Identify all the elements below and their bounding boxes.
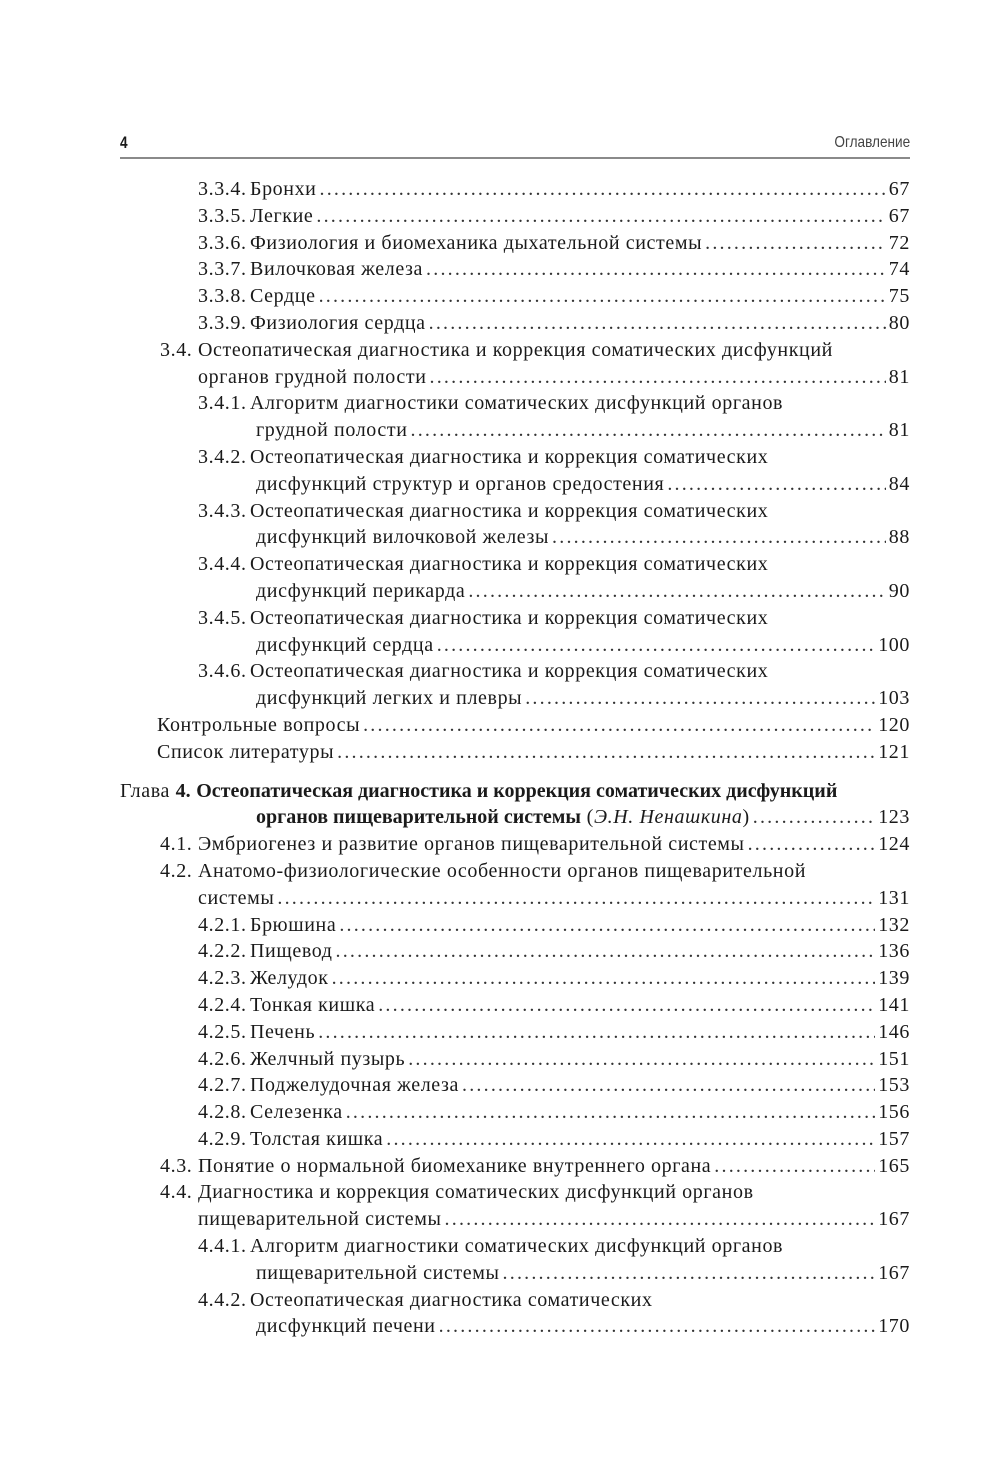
entry-number: 4.2.3. <box>198 967 247 990</box>
toc-entry[interactable] <box>120 203 910 230</box>
toc-text <box>198 912 336 939</box>
chapter-prefix: Глава <box>120 779 170 802</box>
dot-leader <box>319 283 886 310</box>
page-number: 75 <box>888 285 910 308</box>
entry-title: Поджелудочная железа <box>250 1074 460 1097</box>
toc-line <box>120 1072 910 1099</box>
entry-number: 3.4. <box>160 338 193 361</box>
entry-number: 4.4.1. <box>198 1235 247 1258</box>
toc-text <box>198 498 768 525</box>
toc-entry[interactable] <box>120 551 910 605</box>
dot-leader <box>336 938 876 965</box>
toc-text <box>120 778 837 805</box>
page-number: 151 <box>878 1047 910 1070</box>
entry-title: Остеопатическая диагностика и коррекция соматических <box>250 445 769 468</box>
dot-leader <box>411 417 886 444</box>
toc-text <box>198 885 274 912</box>
page-number: 121 <box>878 740 910 763</box>
page-number: 157 <box>878 1127 910 1150</box>
toc-entry[interactable] <box>120 1233 910 1287</box>
entry-title: Остеопатическая диагностика и коррекция соматических <box>250 660 769 683</box>
dot-leader <box>667 471 885 498</box>
toc-line <box>120 498 910 525</box>
table-of-contents <box>120 176 910 1340</box>
toc-text <box>198 1206 442 1233</box>
toc-line <box>120 885 910 912</box>
page-number: 80 <box>888 311 910 334</box>
toc-entry[interactable] <box>120 1072 910 1099</box>
entry-title: дисфункций перикарда <box>256 579 466 602</box>
toc-line <box>120 176 910 203</box>
page-number: 141 <box>878 993 910 1016</box>
dot-leader <box>714 1153 875 1180</box>
dot-leader <box>748 831 876 858</box>
toc-line <box>120 256 910 283</box>
entry-number: 3.3.8. <box>198 285 247 308</box>
toc-line <box>120 524 910 551</box>
toc-entry[interactable] <box>120 992 910 1019</box>
toc-line <box>120 1099 910 1126</box>
entry-title: Пищевод <box>250 940 333 963</box>
entry-author: Э.Н. Ненашкина <box>593 806 743 829</box>
toc-line <box>120 390 910 417</box>
entry-title: дисфункций печени <box>256 1315 436 1338</box>
toc-entry[interactable] <box>120 858 910 912</box>
toc-line <box>120 778 910 805</box>
page-number: 123 <box>878 806 910 829</box>
entry-number: 4.2.9. <box>198 1127 247 1150</box>
toc-text <box>198 230 702 257</box>
page-number: 132 <box>878 913 910 936</box>
dot-leader <box>386 1126 875 1153</box>
toc-text <box>198 203 313 230</box>
entry-title: пищеварительной системы <box>198 1208 442 1231</box>
entry-title: Желудок <box>250 967 329 990</box>
toc-entry[interactable] <box>120 1179 910 1233</box>
toc-entry[interactable] <box>120 176 910 203</box>
page-number: 72 <box>888 231 910 254</box>
toc-text <box>256 1260 500 1287</box>
page-number: 81 <box>888 419 910 442</box>
toc-line <box>120 992 910 1019</box>
toc-entry[interactable] <box>120 444 910 498</box>
entry-title: Бронхи <box>250 178 317 200</box>
toc-entry[interactable] <box>120 938 910 965</box>
page-number: 84 <box>888 472 910 495</box>
entry-title: Желчный пузырь <box>250 1047 406 1070</box>
entry-title: грудной полости <box>256 419 408 442</box>
dot-leader <box>346 1099 875 1126</box>
toc-line <box>120 965 910 992</box>
toc-text <box>256 685 522 712</box>
toc-text: органов пищеварительной системы (Э.Н. Ненашкина) <box>256 806 750 829</box>
dot-leader <box>320 176 886 203</box>
toc-text <box>198 992 375 1019</box>
toc-text <box>160 1153 711 1180</box>
entry-title: Остеопатическая диагностика и коррекция соматических дисфункций <box>196 779 838 802</box>
toc-text <box>198 1099 343 1126</box>
toc-line <box>120 310 910 337</box>
dot-leader <box>503 1260 876 1287</box>
toc-text <box>198 551 768 578</box>
dot-leader <box>430 364 886 391</box>
running-title: Оглавление <box>834 134 910 151</box>
entry-number: 3.4.3. <box>198 499 247 522</box>
toc-line <box>120 1260 910 1287</box>
toc-entry[interactable] <box>120 1126 910 1153</box>
toc-line <box>120 605 910 632</box>
entry-number: 4.4.2. <box>198 1288 247 1311</box>
page-header <box>120 131 910 159</box>
entry-title: Эмбриогенез и развитие органов пищеварительной системы <box>198 833 745 856</box>
toc-text <box>198 283 316 310</box>
toc-entry[interactable] <box>120 965 910 992</box>
toc-entry[interactable] <box>120 230 910 257</box>
toc-line <box>120 1206 910 1233</box>
dot-leader <box>426 256 886 283</box>
toc-line <box>120 1046 910 1073</box>
entry-number: 4.2.7. <box>198 1074 247 1097</box>
entry-number: 3.4.5. <box>198 606 247 629</box>
dot-leader <box>408 1046 875 1073</box>
page-number: 167 <box>878 1261 910 1284</box>
toc-entry[interactable] <box>120 256 910 283</box>
toc-entry[interactable] <box>120 712 910 739</box>
dot-leader <box>439 1313 876 1340</box>
toc-entry[interactable] <box>120 1099 910 1126</box>
entry-number: 3.4.6. <box>198 660 247 683</box>
toc-line <box>120 804 910 831</box>
toc-line <box>120 551 910 578</box>
toc-text <box>160 858 806 885</box>
toc-line <box>120 1019 910 1046</box>
entry-title: органов пищеварительной системы <box>256 806 582 829</box>
toc-line <box>120 831 910 858</box>
toc-text <box>198 256 423 283</box>
entry-title: Алгоритм диагностики соматических дисфункций органов <box>250 1235 784 1258</box>
entry-title: Легкие <box>250 204 314 227</box>
toc-text <box>198 1072 459 1099</box>
page-number: 139 <box>878 967 910 990</box>
entry-number: 4.2.6. <box>198 1047 247 1070</box>
entry-number: 4.2.4. <box>198 993 247 1016</box>
toc-text <box>256 417 408 444</box>
toc-line <box>120 337 910 364</box>
toc-entry[interactable] <box>120 498 910 552</box>
entry-title: дисфункций структур и органов средостения <box>256 472 665 495</box>
toc-entry[interactable] <box>120 390 910 444</box>
page-number: 167 <box>878 1208 910 1231</box>
toc-entry[interactable] <box>120 1046 910 1073</box>
toc-text <box>198 1126 383 1153</box>
toc-line <box>120 1287 910 1314</box>
page-number: 165 <box>878 1154 910 1177</box>
entry-title: Остеопатическая диагностика и коррекция соматических <box>250 606 769 629</box>
toc-entry[interactable] <box>120 605 910 659</box>
page-number: 67 <box>888 204 910 227</box>
entry-title: Остеопатическая диагностика и коррекция соматических <box>250 499 769 522</box>
toc-entry[interactable] <box>120 310 910 337</box>
toc-text <box>198 364 427 391</box>
entry-number: 4.2. <box>160 859 193 882</box>
toc-text <box>198 444 768 471</box>
toc-text <box>157 739 334 766</box>
toc-text <box>198 1233 783 1260</box>
toc-line <box>120 578 910 605</box>
entry-title: Диагностика и коррекция соматических дисфункций органов <box>198 1181 754 1204</box>
toc-text <box>198 1019 315 1046</box>
toc-entry[interactable] <box>120 1153 910 1180</box>
toc-text <box>198 310 426 337</box>
toc-line <box>120 230 910 257</box>
toc-line <box>120 858 910 885</box>
entry-number: 3.3.9. <box>198 311 247 334</box>
page-number: 146 <box>878 1020 910 1043</box>
toc-text <box>256 471 664 498</box>
dot-leader <box>316 203 885 230</box>
toc-line <box>120 739 910 766</box>
page-number: 100 <box>878 633 910 656</box>
toc-line <box>120 658 910 685</box>
toc-text <box>198 176 317 203</box>
page-number: 170 <box>878 1315 910 1338</box>
entry-number: 4.2.8. <box>198 1101 247 1124</box>
entry-title: системы <box>198 886 275 909</box>
toc-line <box>120 1126 910 1153</box>
toc-line <box>120 1153 910 1180</box>
toc-line <box>120 712 910 739</box>
toc-line <box>120 364 910 391</box>
entry-title: Понятие о нормальной биомеханике внутреннего органа <box>198 1154 712 1177</box>
entry-number: 4.2.2. <box>198 940 247 963</box>
dot-leader <box>462 1072 875 1099</box>
dot-leader <box>339 912 875 939</box>
page-number: 90 <box>888 579 910 602</box>
entry-title: Брюшина <box>250 913 337 936</box>
dot-leader <box>525 685 875 712</box>
page-number: 120 <box>878 713 910 736</box>
page-number: 74 <box>888 258 910 281</box>
entry-title: Толстая кишка <box>250 1127 384 1150</box>
toc-text <box>198 658 768 685</box>
entry-number: 3.3.6. <box>198 231 247 254</box>
toc-text <box>160 831 745 858</box>
toc-text <box>198 965 329 992</box>
entry-title: дисфункций легких и плевры <box>256 687 523 710</box>
toc-entry[interactable] <box>120 1019 910 1046</box>
toc-line <box>120 444 910 471</box>
toc-text <box>160 337 833 364</box>
toc-line <box>120 417 910 444</box>
entry-number: 3.4.1. <box>198 392 247 415</box>
toc-line <box>120 912 910 939</box>
entry-number: 4. <box>175 779 191 802</box>
dot-leader <box>753 804 875 831</box>
entry-title: Список литературы <box>157 740 335 763</box>
dot-leader <box>552 524 886 551</box>
toc-text <box>256 1313 436 1340</box>
entry-number: 4.2.5. <box>198 1020 247 1043</box>
toc-line <box>120 938 910 965</box>
dot-leader <box>445 1206 876 1233</box>
dot-leader <box>437 632 876 659</box>
entry-title: Анатомо-физиологические особенности органов пищеварительной <box>198 859 806 882</box>
dot-leader <box>429 310 886 337</box>
toc-text <box>256 578 465 605</box>
toc-line <box>120 471 910 498</box>
dot-leader <box>277 885 875 912</box>
entry-number: 4.4. <box>160 1181 193 1204</box>
dot-leader <box>468 578 885 605</box>
entry-title: Контрольные вопросы <box>157 713 361 736</box>
page-number: 88 <box>888 526 910 549</box>
toc-entry[interactable] <box>120 1287 910 1341</box>
entry-title: Физиология сердца <box>250 311 426 334</box>
toc-line <box>120 685 910 712</box>
toc-text <box>198 605 768 632</box>
toc-line <box>120 203 910 230</box>
toc-text <box>160 1179 754 1206</box>
entry-title: Остеопатическая диагностика и коррекция соматических дисфункций <box>198 338 833 361</box>
dot-leader <box>337 739 875 766</box>
toc-text <box>256 524 549 551</box>
entry-title: Остеопатическая диагностика соматических <box>250 1288 653 1311</box>
toc-line <box>120 283 910 310</box>
toc-line <box>120 1313 910 1340</box>
entry-number: 3.3.4. <box>198 178 247 200</box>
entry-title: пищеварительной системы <box>256 1261 500 1284</box>
page-number: 124 <box>878 833 910 856</box>
toc-chapter[interactable] <box>120 778 910 832</box>
entry-title: органов грудной полости <box>198 365 427 388</box>
page-number: 136 <box>878 940 910 963</box>
toc-text <box>198 1046 405 1073</box>
toc-entry[interactable] <box>120 658 910 712</box>
entry-number: 3.4.4. <box>198 553 247 576</box>
page-number: 67 <box>888 178 910 200</box>
toc-line <box>120 632 910 659</box>
toc-entry[interactable] <box>120 337 910 391</box>
page-number: 103 <box>878 687 910 710</box>
page-number: 4 <box>120 133 128 152</box>
toc-line <box>120 1179 910 1206</box>
toc-entry[interactable] <box>120 739 910 766</box>
entry-title: дисфункций сердца <box>256 633 434 656</box>
page-number: 81 <box>888 365 910 388</box>
entry-title: дисфункций вилочковой железы <box>256 526 550 549</box>
toc-text <box>157 712 360 739</box>
entry-number: 4.1. <box>160 833 193 856</box>
toc-entry[interactable] <box>120 283 910 310</box>
toc-text <box>198 1287 653 1314</box>
page-number: 156 <box>878 1101 910 1124</box>
entry-number: 3.3.7. <box>198 258 247 281</box>
toc-entry[interactable] <box>120 912 910 939</box>
toc-entry[interactable] <box>120 831 910 858</box>
dot-leader <box>378 992 875 1019</box>
page-number: 131 <box>878 886 910 909</box>
dot-leader <box>332 965 876 992</box>
entry-title: Остеопатическая диагностика и коррекция соматических <box>250 553 769 576</box>
entry-number: 4.3. <box>160 1154 193 1177</box>
entry-title: Тонкая кишка <box>250 993 376 1016</box>
toc-text <box>198 938 333 965</box>
toc-text <box>256 632 434 659</box>
entry-title: Печень <box>250 1020 316 1043</box>
entry-title: Физиология и биомеханика дыхательной системы <box>250 231 703 254</box>
toc-text <box>198 390 783 417</box>
dot-leader <box>318 1019 875 1046</box>
page-number: 153 <box>878 1074 910 1097</box>
entry-number: 4.2.1. <box>198 913 247 936</box>
entry-number: 3.4.2. <box>198 445 247 468</box>
toc-line <box>120 1233 910 1260</box>
entry-title: Вилочковая железа <box>250 258 424 281</box>
entry-title: Алгоритм диагностики соматических дисфункций органов <box>250 392 784 415</box>
entry-title: Сердце <box>250 285 316 308</box>
entry-number: 3.3.5. <box>198 204 247 227</box>
entry-title: Селезенка <box>250 1101 343 1124</box>
dot-leader <box>363 712 875 739</box>
dot-leader <box>705 230 886 257</box>
